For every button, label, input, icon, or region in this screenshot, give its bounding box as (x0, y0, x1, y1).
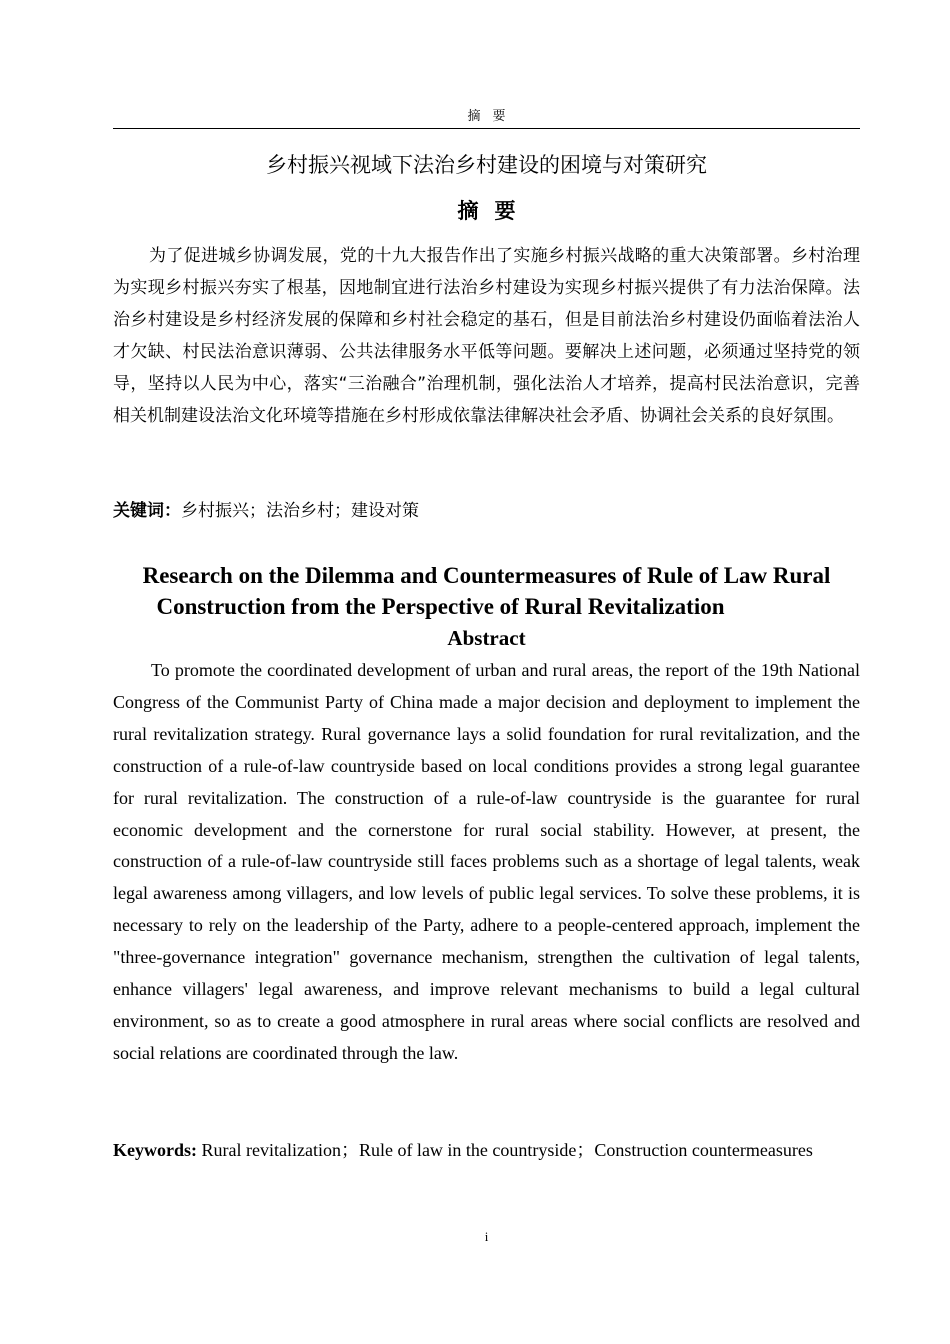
chinese-title: 乡村振兴视域下法治乡村建设的困境与对策研究 (266, 153, 707, 177)
chinese-abstract-body: 为了促进城乡协调发展，党的十九大报告作出了实施乡村振兴战略的重大决策部署。乡村治理为实现乡村振兴夯实了根基，因地制宜进行法治乡村建设为实现乡村振兴提供了有力法治保障。法治乡村建设是乡村经济发展的保障和乡村社会稳定的基石，但是目前法治乡村建设仍面临着法治人才欠缺、村民法治意识薄弱、公共法律服务水平低等问题。要解决上述问题，必须通过坚持党的领导，坚持以人民为中心，落实“三治融合”治理机制，强化法治人才培养，提高村民法治意识，完善相关机制建设法治文化环境等措施在乡村形成依靠法律解决社会矛盾、协调社会关系的良好氛围。 (113, 246, 860, 426)
running-header: 摘要 (467, 109, 518, 124)
chinese-keywords (113, 496, 860, 526)
english-keywords-label: Keywords: (113, 1140, 197, 1160)
chinese-abstract-heading: 摘要 (457, 199, 532, 223)
english-abstract-body: To promote the coordinated development of urban and rural areas, the report of the 19th National Congress of the Communist Party of China made a major decision and deployment to implement the rural revitalization strategy. Rural governance lays a solid foundation for rural revitalization, and the construction of a rule-of-law countryside based on local conditions provides a strong legal guarantee for rural revitalization. The construction of a rule-of-law countryside is the guarantee for rural economic development and the cornerstone for rural social stability. However, at present, the construction of a rule-of-law countryside still faces problems such as a shortage of legal talents, weak legal awareness among villagers, and low levels of public legal services. To solve these problems, it is necessary to rely on the leadership of the Party, adhere to a people-centered approach, implement the "three-governance integration" governance mechanism, strengthen the cultivation of legal talents, enhance villagers' legal awareness, and improve relevant mechanisms to build a legal cultural environment, so as to create a good atmosphere in rural areas where social conflicts are resolved and social relations are coordinated through the law. (113, 660, 860, 1063)
english-keywords-value: Rural revitalization；Rule of law in the countryside；Construction countermeasures (197, 1140, 813, 1160)
english-title-line-1: Research on the Dilemma and Countermeasures of Rule of Law Rural (142, 563, 831, 588)
english-keywords (113, 1135, 873, 1165)
page-number: i (484, 1229, 489, 1244)
chinese-keywords-value: 乡村振兴；法治乡村；建设对策 (181, 501, 419, 521)
english-title (113, 560, 860, 622)
english-abstract-heading: Abstract (447, 626, 526, 650)
chinese-keywords-label: 关键词： (113, 501, 181, 521)
header-rule (113, 128, 860, 129)
english-title-line-2: Construction from the Perspective of Rural Revitalization (156, 594, 725, 619)
